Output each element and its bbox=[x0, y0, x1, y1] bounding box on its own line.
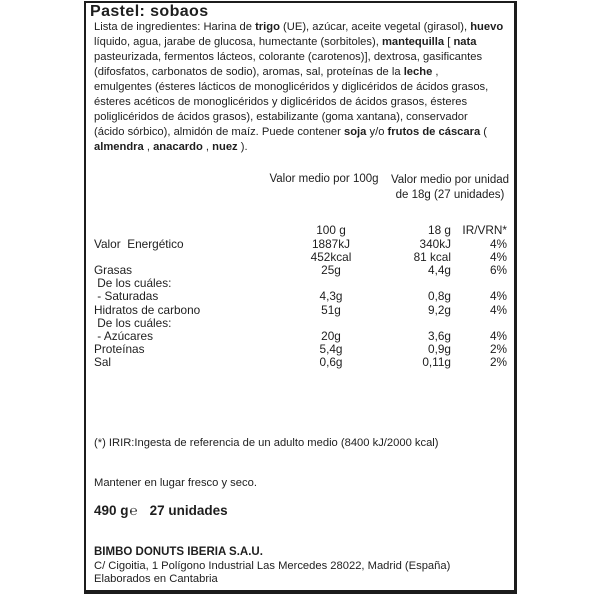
ingredient-text: pasteurizada, fermentos lácteos, colorante (carotenos)], dextrosa, gasificantes bbox=[94, 51, 483, 63]
nutrition-row bbox=[86, 304, 514, 317]
ingredient-text: (UE), azúcar, aceite vegetal (girasol), bbox=[279, 21, 471, 33]
nutrition-rows bbox=[86, 238, 514, 369]
nutrition-cell-ir-percent: 4% bbox=[489, 289, 507, 304]
nutrition-cell-ir-percent: 2% bbox=[489, 354, 507, 369]
nutrition-cell-label: De los cuáles: bbox=[94, 276, 172, 291]
ingredient-text: , bbox=[202, 141, 213, 153]
nutrition-cell-label: De los cuáles: bbox=[94, 315, 172, 330]
nutrition-cell-ir-percent: 4% bbox=[489, 302, 507, 317]
ingredient-text: ( bbox=[480, 126, 488, 138]
nutrition-subheader-label bbox=[86, 224, 291, 237]
product-label bbox=[84, 1, 517, 594]
manufacturer-block bbox=[94, 546, 450, 587]
allergen-bold-text: frutos de cáscara bbox=[387, 126, 481, 138]
unit-count: 27 unidades bbox=[149, 503, 228, 518]
nutrition-cell-label: Valor Energético bbox=[94, 237, 184, 252]
ingredients-line bbox=[94, 140, 503, 155]
nutrition-cell-per100g: 51g bbox=[321, 302, 341, 317]
column-header-per-unit-line1: Valor medio por unidad bbox=[390, 174, 510, 186]
nutrition-cell-label: Proteínas bbox=[94, 341, 145, 356]
ingredients-line bbox=[94, 110, 503, 125]
nutrition-row bbox=[86, 290, 514, 303]
ingredients-line bbox=[94, 80, 503, 95]
nutrition-cell-label: Hidratos de carbono bbox=[94, 302, 201, 317]
allergen-bold-text: trigo bbox=[255, 21, 280, 33]
nutrition-subheader-18g: 18 g bbox=[428, 223, 451, 237]
net-weight-value: 490 g bbox=[94, 503, 129, 518]
nutrition-subheader-row bbox=[86, 224, 514, 237]
nutrition-cell-ir-percent: 4% bbox=[489, 328, 507, 343]
ingredients-line bbox=[94, 65, 503, 80]
allergen-bold-text: anacardo bbox=[153, 141, 203, 153]
allergen-bold-text: leche bbox=[403, 66, 433, 78]
ingredient-text: Lista de ingredientes: Harina de bbox=[94, 21, 256, 33]
ingredients-paragraph bbox=[94, 20, 503, 155]
nutrition-subheader-irvrn: IR/VRN* bbox=[462, 223, 507, 237]
ingredient-text: (difosfatos, carbonatos de sodio), aromas, sal, proteínas de la bbox=[94, 66, 404, 78]
nutrition-table bbox=[86, 224, 514, 369]
reference-intake-footnote: (*) IRIR:Ingesta de referencia de un adulto medio (8400 kJ/2000 kcal) bbox=[94, 437, 439, 449]
nutrition-cell-per-unit bbox=[371, 317, 451, 330]
nutrition-cell-label: Grasas bbox=[94, 263, 133, 278]
nutrition-cell-per-unit: 81 kcal bbox=[413, 250, 451, 265]
nutrition-cell-ir-percent: 2% bbox=[489, 341, 507, 356]
ingredients-line bbox=[94, 50, 503, 65]
ingredient-text: ). bbox=[237, 141, 248, 153]
nutrition-cell-per-unit: 0,9g bbox=[428, 341, 451, 356]
ingredient-text: poliglicéridos de ácidos grasos), estabilizante (goma xantana), conservador bbox=[94, 111, 468, 123]
ingredient-text: , bbox=[143, 141, 154, 153]
allergen-bold-text: almendra bbox=[94, 141, 144, 153]
nutrition-cell-per-unit: 4,4g bbox=[428, 263, 451, 278]
product-title: Pastel: sobaos bbox=[90, 3, 209, 20]
allergen-bold-text: nata bbox=[453, 36, 477, 48]
ingredient-text: emulgentes (ésteres lácticos de monoglicéridos y diglicéridos de ácidos grasos, bbox=[94, 81, 489, 93]
nutrition-cell-per100g: 452kcal bbox=[310, 250, 352, 265]
nutrition-cell-per100g: 0,6g bbox=[319, 354, 343, 369]
column-header-per-100g: Valor medio por 100g bbox=[269, 173, 379, 185]
column-header-per-unit-line2: de 18g (27 unidades) bbox=[395, 188, 505, 201]
nutrition-row bbox=[86, 317, 514, 330]
ingredient-text: (ácido sórbico), almidón de maíz. Puede contener bbox=[94, 126, 344, 138]
nutrition-cell-per-unit: 9,2g bbox=[428, 302, 451, 317]
nutrition-cell-per100g bbox=[291, 317, 371, 330]
nutrition-cell-per100g: 4,3g bbox=[319, 289, 343, 304]
nutrition-cell-per100g: 1887kJ bbox=[311, 237, 351, 252]
ingredients-line bbox=[94, 125, 503, 140]
nutrition-cell-per100g: 5,4g bbox=[319, 341, 343, 356]
nutrition-cell-per-unit: 0,8g bbox=[428, 289, 451, 304]
nutrition-cell-per-unit: 340kJ bbox=[419, 237, 451, 252]
manufacturer-address: C/ Cigoitia, 1 Polígono Industrial Las Mercedes 28022, Madrid (España) bbox=[94, 559, 451, 572]
ingredients-line bbox=[94, 20, 503, 35]
nutrition-cell-ir-percent bbox=[451, 317, 507, 330]
ingredients-line bbox=[94, 35, 503, 50]
ingredient-text: , bbox=[432, 66, 439, 78]
nutrition-row bbox=[86, 330, 514, 343]
nutrition-cell-label: - Saturadas bbox=[94, 289, 159, 304]
nutrition-cell-ir-percent: 6% bbox=[489, 263, 507, 278]
ingredient-text: [ bbox=[444, 36, 454, 48]
nutrition-cell-ir-percent: 4% bbox=[489, 237, 507, 252]
ingredient-text: ésteres acéticos de monoglicéridos y diglicéridos de ácidos grasos, ésteres bbox=[94, 96, 468, 108]
estimated-sign: ℮ bbox=[129, 503, 138, 518]
column-header-per-unit bbox=[370, 173, 530, 202]
allergen-bold-text: huevo bbox=[470, 21, 504, 33]
net-weight bbox=[94, 503, 228, 518]
ingredient-text: y/o bbox=[366, 126, 388, 138]
nutrition-row bbox=[86, 356, 514, 369]
nutrition-cell-per-unit: 3,6g bbox=[428, 328, 451, 343]
allergen-bold-text: soja bbox=[344, 126, 367, 138]
nutrition-subheader-100g: 100 g bbox=[316, 223, 346, 237]
storage-instructions: Mantener en lugar fresco y seco. bbox=[94, 477, 257, 489]
manufacturer-origin: Elaborados en Cantabria bbox=[94, 573, 218, 585]
ingredients-line bbox=[94, 95, 503, 110]
nutrition-cell-label: - Azúcares bbox=[94, 328, 154, 343]
nutrition-cell-per-unit: 0,11g bbox=[422, 354, 451, 369]
nutrition-row bbox=[86, 343, 514, 356]
nutrition-cell-per100g: 25g bbox=[321, 263, 341, 278]
nutrition-cell-ir-percent: 4% bbox=[489, 250, 507, 265]
ingredient-text: líquido, agua, jarabe de glucosa, humectante (sorbitoles), bbox=[94, 36, 382, 48]
nutrition-cell-per100g: 20g bbox=[321, 328, 341, 343]
nutrition-cell-label: Sal bbox=[94, 354, 112, 369]
allergen-bold-text: nuez bbox=[212, 141, 238, 153]
manufacturer-name: BIMBO DONUTS IBERIA S.A.U. bbox=[94, 546, 263, 558]
allergen-bold-text: mantequilla bbox=[381, 36, 445, 48]
